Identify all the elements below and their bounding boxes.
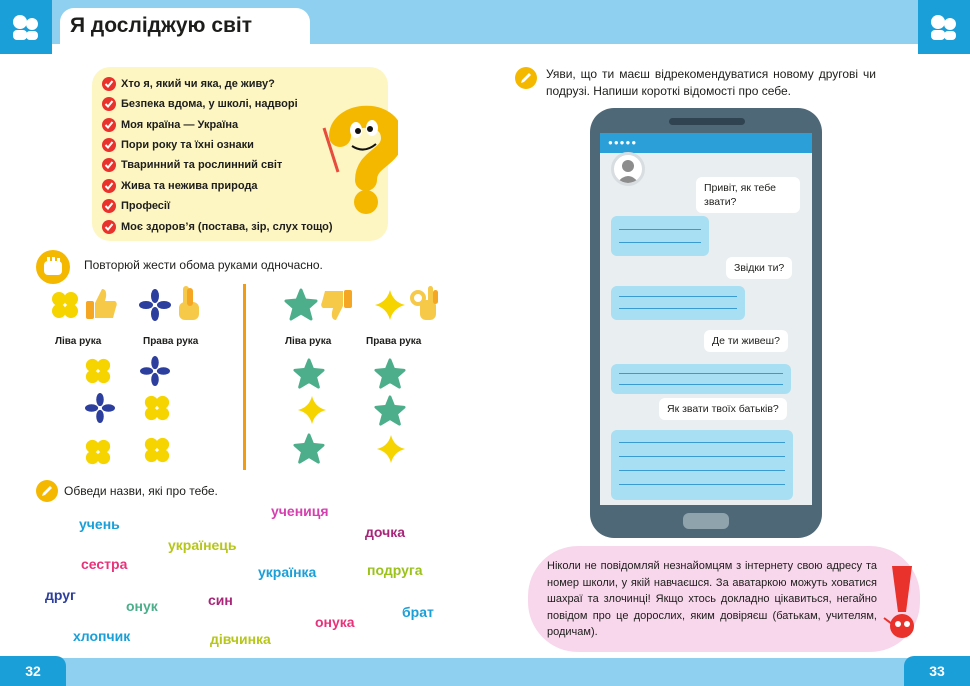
word-option[interactable]: подруга [367, 562, 423, 578]
phone-status-bar: ●●●●● [600, 133, 812, 153]
word-option[interactable]: українка [258, 564, 317, 580]
blue-clover-icon [85, 393, 115, 423]
word-option[interactable]: друг [45, 587, 76, 603]
pencil-icon-2 [515, 67, 537, 89]
checkmark-icon [102, 179, 116, 193]
pencil-icon [36, 480, 58, 502]
word-option[interactable]: дівчинка [210, 631, 271, 647]
header-logo-right [918, 0, 970, 54]
yellow-clover-icon [84, 357, 112, 385]
yellow-clover-icon [50, 290, 80, 320]
green-star-icon [374, 358, 406, 390]
topic-label: Безпека вдома, у школі, надворі [121, 98, 298, 110]
word-option[interactable]: учениця [271, 503, 329, 519]
page-title: Я досліджую світ [70, 14, 253, 37]
warning-text: Ніколи не повідомляй незнайомцям з інтернету свою адресу та номер школи, у якій навчаєшся. За аватаркою можуть ховатися шахраї та злочинці! Якщо хтось докладно цікавиться, негайно повідом про це дорослих, яким довіряєш (батькам, учителям, родичам). [547, 560, 877, 638]
page-number-left: 32 [0, 656, 66, 686]
message-bubble-3: Де ти живеш? [704, 330, 788, 352]
topic-label: Моє здоров’я (постава, зір, слух тощо) [121, 221, 333, 233]
checkmark-icon [102, 199, 116, 213]
topic-label: Моя країна — Україна [121, 119, 239, 131]
yellow-star-icon [297, 395, 327, 425]
word-option[interactable]: учень [79, 516, 120, 532]
topic-item [102, 199, 170, 213]
word-option[interactable]: брат [402, 604, 434, 620]
crossed-fingers-icon [173, 284, 205, 324]
avatar [611, 152, 645, 186]
word-option[interactable]: сестра [81, 556, 128, 572]
right-hand-label-2: Права рука [366, 336, 422, 347]
answer-field-2[interactable] [611, 286, 745, 320]
left-hand-label: Ліва рука [55, 336, 102, 347]
checkmark-icon [102, 97, 116, 111]
yellow-star-icon [374, 289, 406, 321]
green-star-icon [293, 358, 325, 390]
yellow-star-icon [376, 434, 406, 464]
phone-speaker [669, 118, 745, 125]
word-option[interactable]: син [208, 592, 233, 608]
topic-item [102, 77, 275, 91]
yellow-clover-icon [84, 438, 112, 466]
word-option[interactable]: онук [126, 598, 158, 614]
header-logo-left [0, 0, 52, 54]
topic-item [102, 158, 282, 172]
message-bubble-2: Звідки ти? [726, 257, 792, 279]
green-star-icon [374, 395, 406, 427]
kids-icon [927, 12, 961, 42]
yellow-clover-icon [143, 436, 171, 464]
answer-field-4[interactable] [611, 430, 793, 500]
exclamation-mascot [880, 562, 922, 646]
topic-item [102, 138, 254, 152]
gesture-icon [36, 250, 70, 284]
blue-clover-icon [139, 289, 171, 321]
thumbs-up-icon [82, 285, 120, 323]
right-hand-label: Права рука [143, 336, 199, 347]
answer-field-3[interactable] [611, 364, 791, 394]
topic-item [102, 220, 333, 234]
ok-hand-icon [406, 284, 440, 324]
kids-icon [9, 12, 43, 42]
message-bubble-4: Як звати твоїх батьків? [659, 398, 787, 420]
message-bubble-1: Привіт, як тебе звати? [696, 177, 800, 213]
checkmark-icon [102, 118, 116, 132]
word-option[interactable]: українець [168, 537, 237, 553]
topic-item [102, 179, 258, 193]
words-instruction: Обведи назви, які про тебе. [64, 484, 218, 498]
left-hand-label-2: Ліва рука [285, 336, 332, 347]
topic-label: Пори року та їхні ознаки [121, 139, 254, 151]
yellow-clover-icon [143, 394, 171, 422]
answer-field-1[interactable] [611, 216, 709, 256]
word-option[interactable]: хлопчик [73, 628, 131, 644]
checkmark-icon [102, 77, 116, 91]
topic-item [102, 118, 238, 132]
topic-item [102, 97, 298, 111]
topic-label: Тваринний та рослинний світ [121, 159, 283, 171]
thumbs-down-icon [318, 286, 356, 324]
checkmark-icon [102, 220, 116, 234]
checkmark-icon [102, 138, 116, 152]
topic-label: Професії [121, 200, 171, 212]
question-mark-mascot [318, 98, 398, 216]
word-option[interactable]: дочка [365, 524, 406, 540]
footer-bar [0, 658, 970, 686]
page-number-right: 33 [904, 656, 970, 686]
phone-home-button [683, 513, 729, 529]
blue-clover-icon [140, 356, 170, 386]
checkmark-icon [102, 158, 116, 172]
phone-instruction: Уяви, що ти маєш відрекомендуватися новому другові чи подрузі. Напиши короткі відомості про себе. [546, 67, 876, 98]
word-option[interactable]: онука [315, 614, 355, 630]
gesture-instruction: Повторюй жести обома руками одночасно. [84, 258, 323, 272]
topic-label: Хто я, який чи яка, де живу? [121, 78, 275, 90]
topic-label: Жива та нежива природа [121, 180, 258, 192]
green-star-icon [284, 288, 318, 322]
green-star-icon [293, 433, 325, 465]
gesture-divider [243, 284, 246, 470]
